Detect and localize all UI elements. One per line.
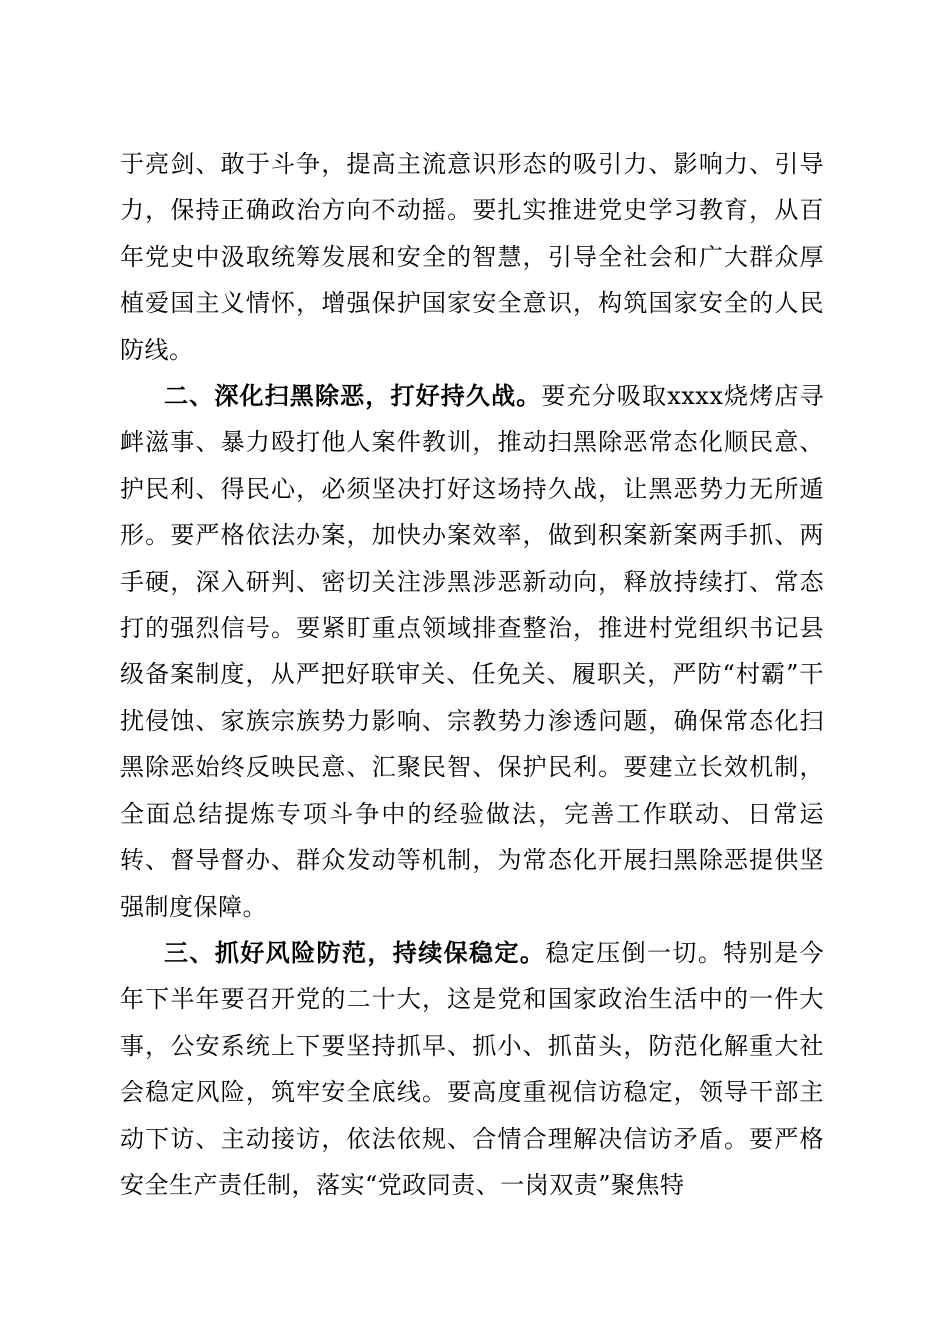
section-3-text: 稳定压倒一切。特别是今年下半年要召开党的二十大，这是党和国家政治生活中的一件大事，公安系统上下要坚持抓早、抓小、抓苗头，防范化解重大社会稳定风险，筑牢安全底线。要高度重视信访稳定，领导干部主动下访、主动接访，依法依规、合情合理解决信访矛盾。要严格安全生产责任制，落实“党政同责、一岗双责”聚焦特 — [120, 938, 825, 1199]
paragraph-1-text: 于亮剑、敢于斗争，提高主流意识形态的吸引力、影响力、引导力，保持正确政治方向不动摇。要扎实推进党史学习教育，从百年党史中汲取统筹发展和安全的智慧，引导全社会和广大群众厚植爱国主义情怀，增强保护国家安全意识，构筑国家安全的人民防线。 — [120, 150, 824, 364]
paragraph-continuation — [120, 141, 824, 373]
paragraph-section-2 — [120, 373, 824, 930]
section-2-heading: 二、深化扫黑除恶，打好持久战。 — [164, 382, 542, 411]
section-2-text: 要充分吸取xxxx烧烤店寻衅滋事、暴力殴打他人案件教训，推动扫黑除恶常态化顺民意、护民利、得民心，必须坚决打好这场持久战，让黑恶势力无所遁形。要严格依法办案，加快办案效率，做到积案新案两手抓、两手硬，深入研判、密切关注涉黑涉恶新动向，释放持续打、常态打的强烈信号。要紧盯重点领域排查整治，推进村党组织书记县级备案制度，从严把好联审关、任免关、履职关，严防“村霸”干扰侵蚀、家族宗族势力影响、宗教势力渗透问题，确保常态化扫黑除恶始终反映民意、汇聚民智、保护民利。要建立长效机制，全面总结提炼专项斗争中的经验做法，完善工作联动、日常运转、督导督办、群众发动等机制，为常态化开展扫黑除恶提供坚强制度保障。 — [120, 382, 825, 921]
section-3-heading: 三、抓好风险防范，持续保稳定。 — [164, 938, 546, 967]
document-page — [120, 141, 824, 1208]
paragraph-section-3 — [120, 930, 824, 1208]
